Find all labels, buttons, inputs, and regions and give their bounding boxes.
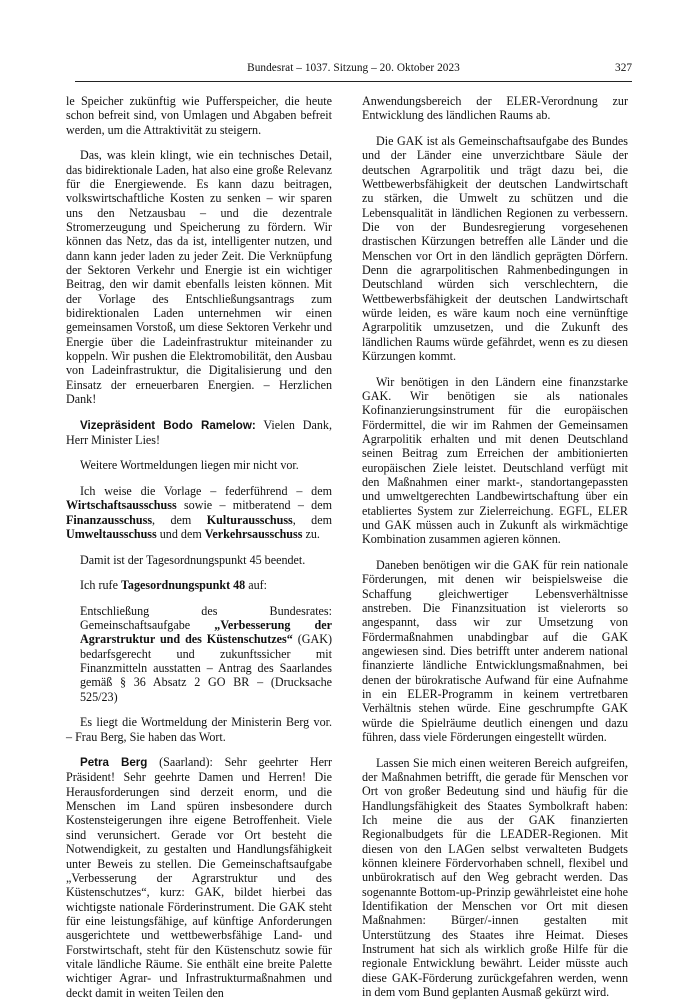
- paragraph: Daneben benötigen wir die GAK für rein nationale Förderungen, mit denen wir beispielsweise die Schaffung gleichwertiger Lebensverhältnisse anstreben. Die Finanzsituation ist vielerorts so angespannt, dass wir zur Umsetzung von Fördermaßnahmen unabdingbar auf die GAK angewiesen sind. Dies betrifft unter anderem national finanzierte ländliche Entwicklungsmaßnahmen, bei denen der bürokratische Aufwand für eine Aufnahme in ein ELER-Programm in keinem vertretbaren Verhältnis stehen würde. Eine geschrumpfte GAK würde die Spielräume deutlich einengen und dazu führen, dass viele Förderungen eingestellt würden.: [362, 557, 628, 744]
- committee-name: Umweltausschuss: [66, 527, 157, 542]
- paragraph: le Speicher zukünftig wie Pufferspeicher, die heute schon befreit sind, von Umlagen und Abgaben befreit werden, um die Attraktivität zu steigern.: [66, 94, 332, 137]
- paragraph: Anwendungsbereich der ELER-Verordnung zur Entwicklung des ländlichen Raums ab.: [362, 94, 628, 123]
- text-run: sowie – mitberatend – dem: [176, 498, 332, 513]
- speech-text: (Saarland): Sehr geehrter Herr Präsident! Sehr geehrte Damen und Herren! Die Herausforderungen sind derzeit enorm, und die Menschen im Land spüren insbesondere durch Kostensteigerungen ihre eigene Betroffenheit. Viele sind verunsichert. Gerade vor Ort besteht die Notwendigkeit, zu gestalten und Handlungsfähigkeit unter Beweis zu stellen. Die Gemeinschaftsaufgabe „Verbesserung der Agrarstruktur und des Küstenschutzes“, kurz: GAK, bildet hierbei das wichtigste nationale Förderinstrument. Die GAK steht für eine leistungsfähige, auf künftige Anforderungen ausgerichtete und wettbewerbsfähige Land- und Forstwirtschaft, steht für den Küstenschutz sowie für vitale ländliche Räume. Sie enthält eine breite Palette wichtiger Agrar- und Infrastrukturmaßnahmen und deckt damit in weiten Teilen den: [66, 755, 332, 1000]
- committee-name: Verkehrsausschuss: [204, 527, 303, 542]
- committee-referral: [66, 484, 332, 541]
- paragraph: Es liegt die Wortmeldung der Ministerin Berg vor. – Frau Berg, Sie haben das Wort.: [66, 715, 332, 744]
- text-run: , dem: [152, 512, 207, 527]
- paragraph: Damit ist der Tagesordnungspunkt 45 beendet.: [80, 552, 306, 567]
- committee-name: Kulturausschuss: [206, 512, 293, 527]
- paragraph: Weitere Wortmeldungen liegen mir nicht vor.: [80, 458, 299, 473]
- text-run: , dem: [292, 512, 332, 527]
- agenda-item-title: [80, 604, 332, 704]
- speaker-paragraph: [66, 418, 332, 448]
- header-divider: [75, 81, 632, 82]
- left-column: [66, 94, 332, 1000]
- speaker-name: Petra Berg: [80, 756, 148, 770]
- text-run: (GAK) bedarfsgerecht und zukunftssicher mit Finanzmitteln ausstatten – Antrag des Saarlandes gemäß § 36 Absatz 2 GO BR – (Drucksache 525/23): [80, 632, 333, 704]
- paragraph: Die GAK ist als Gemeinschaftsaufgabe des Bundes und der Länder eine unverzichtbare Säule der deutschen Agrarpolitik und trägt dazu bei, die Wettbewerbsfähigkeit der deutschen Landwirtschaft zu stärken, die Umwelt zu schützen und die Lebensqualität in ländlichen Regionen zu verbessern. Die von der Bundesregierung vorgesehenen drastischen Kürzungen betreffen alle Länder und die Menschen vor Ort in den ländlich geprägten Dörfern. Denn die agrarpolitischen Rahmenbedingungen in Deutschland würden sich verschlechtern, die Wettbewerbsfähigkeit der deutschen Landwirtschaft würde leiden, es wäre kaum noch eine vernünftige Agrarpolitik umzusetzen, und die Zukunft des ländlichen Raums würde gefährdet, wenn es zu diesen Kürzungen kommt.: [362, 133, 628, 364]
- page-number: 327: [615, 62, 632, 74]
- initiative-title: „Verbesserung der Agrarstruktur und des Küstenschutzes“: [80, 617, 332, 647]
- page-header: [75, 62, 632, 78]
- committee-name: Wirtschaftsausschuss: [66, 498, 177, 513]
- speaker-name: Vizepräsident Bodo Ramelow:: [80, 418, 256, 432]
- speaker-paragraph: [66, 755, 332, 1000]
- committee-name: Finanzausschuss: [66, 512, 153, 527]
- agenda-call: [66, 578, 332, 592]
- paragraph: Das, was klein klingt, wie ein technisches Detail, das bidirektionale Laden, hat also eine große Relevanz für die Energiewende. Es kann dazu beitragen, volkswirtschaftliche Kosten zu senken – wir sparen uns den Netzausbau – und die dezentrale Stromerzeugung und Speicherung zu fördern. Wir können das Netz, das da ist, intelligenter nutzen, und dann kann jeder laden zu jeder Zeit. Die Verknüpfung der Sektoren Verkehr und Energie ist ein wichtiger Beitrag, den wir damit ebenfalls leisten können. Mit der Vorlage des Entschließungsantrags zum bidirektionalen Laden unternehmen wir einen gemeinsamen Vorstoß, um diese Sektoren Verkehr und Energie über die Ladeinfrastruktur miteinander zu koppeln. Wir pushen die Elektromobilität, den Ausbau von Ladeinfrastruktur, die Digitalisierung und den Einsatz der erneuerbaren Energien. – Herzlichen Dank!: [66, 148, 332, 407]
- text-run: zu.: [302, 527, 320, 542]
- text-run: auf:: [245, 578, 268, 593]
- text-run: und dem: [156, 527, 205, 542]
- header-title: Bundesrat – 1037. Sitzung – 20. Oktober 2023: [247, 62, 460, 74]
- right-column: [362, 94, 628, 999]
- text-run: Entschließung des Bundesrates: Gemeinschaftsaufgabe: [80, 603, 332, 632]
- agenda-item: Tagesordnungspunkt 48: [120, 578, 246, 593]
- text-run: Ich weise die Vorlage – federführend – dem: [80, 484, 332, 498]
- speech-text: Vielen Dank, Herr Minister Lies!: [66, 417, 332, 447]
- text-run: Ich rufe: [80, 578, 121, 593]
- paragraph: Wir benötigen in den Ländern eine finanzstarke GAK. Wir benötigen sie als nationales Kofinanzierungsinstrument für die europäischen Fördermittel, die wir im Rahmen der Gemeinsamen Agrarpolitik erhalten und mit denen Deutschland seinen Beitrag zum Erreichen der ambitionierten europäischen Ziele leistet. Deutschland verfügt mit den Maßnahmen einer markt-, standortangepassten und umweltgerechten Landbewirtschaftung über ein etabliertes System zur Zielerreichung. EGFL, ELER und GAK müssen auch in Zukunft als wirkmächtige Kombination zusammen agieren können.: [362, 374, 628, 547]
- paragraph: Lassen Sie mich einen weiteren Bereich aufgreifen, der Maßnahmen betrifft, die gerade für Menschen vor Ort von großer Bedeutung sind und häufig für die Handlungsfähigkeit des Staates Symbolkraft haben: Ich meine die aus der GAK finanzierten Regionalbudgets für die LEADER-Regionen. Mit diesen von den LAGen selbst verwalteten Budgets können kleinere Fördervorhaben schnell, flexibel und unbürokratisch auf den Weg gebracht werden. Das sogenannte Bottom-up-Prinzip gewährleistet eine hohe Identifikation der Menschen vor Ort mit diesen Maßnahmen: Bürger/-innen gestalten mit Unterstützung des Staates ihre Heimat. Dieses Instrument hat sich als wirklich große Hilfe für die regionale Entwicklung bewährt. Leider müsste auch diese GAK-Förderung zurückgefahren werden, wenn in dem vom Bund geplanten Ausmaß gekürzt wird.: [362, 755, 628, 1000]
